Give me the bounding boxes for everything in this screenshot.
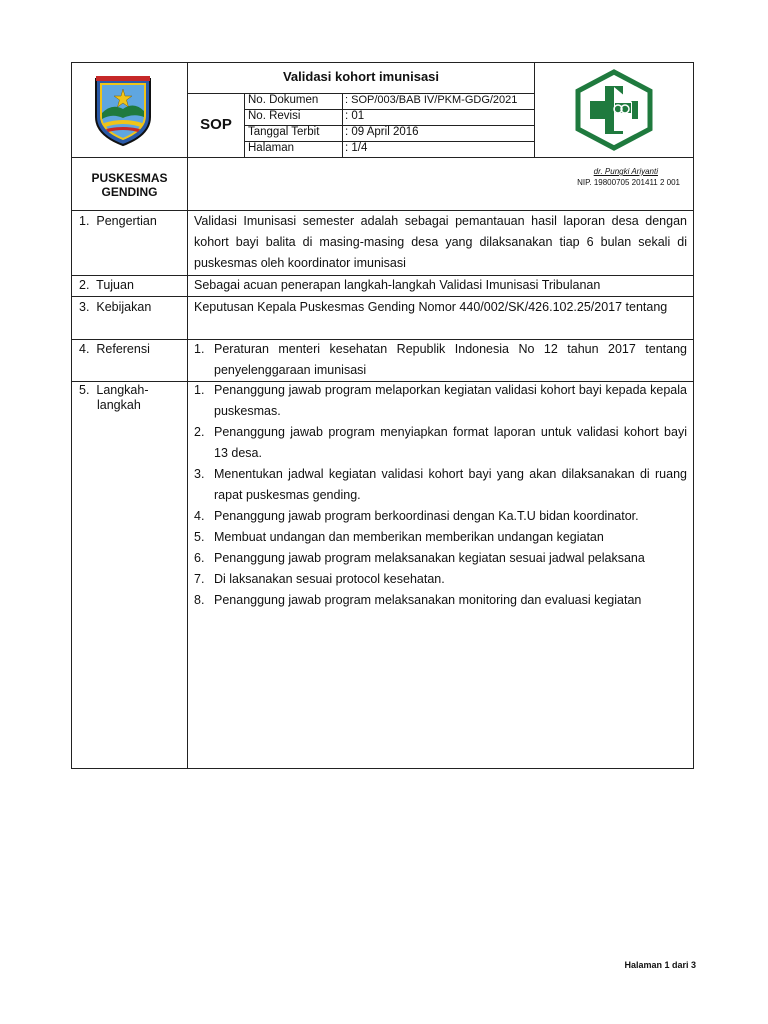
list-item: 1. Penanggung jawab program melaporkan kegiatan validasi kohort bayi kepada kepala puskesmas.	[194, 383, 687, 418]
list-item-text: Peraturan menteri kesehatan Republik Indonesia No 12 tahun 2017 tentang penyelenggaraan imunisasi	[214, 342, 687, 377]
list-item: 5. Membuat undangan dan memberikan memberikan undangan kegiatan	[194, 530, 604, 544]
list-item: 3. Menentukan jadwal kegiatan validasi kohort bayi yang akan dilaksanakan di ruang rapat puskesmas gending.	[194, 467, 687, 502]
list-item-text: Penanggung jawab program menyiapkan format laporan untuk validasi kohort bayi 13 desa.	[214, 425, 687, 460]
meta-label-document-number: No. Dokumen	[248, 94, 319, 106]
section-text-definition: Validasi Imunisasi semester adalah sebagai pemantauan hasil laporan desa dengan kohort bayi balita di masing-masing desa yang dilaksanakan tiap 6 bulan sekali di puskesmas oleh koordinator imunisasi	[194, 214, 687, 270]
list-item: 1. Peraturan menteri kesehatan Republik Indonesia No 12 tahun 2017 tentang penyelenggaraan imunisasi	[194, 342, 687, 377]
section-list-reference	[194, 339, 687, 381]
list-item: 8. Penanggung jawab program melaksanakan monitoring dan evaluasi kegiatan	[194, 593, 642, 607]
column-divider	[534, 62, 535, 158]
signer-name: dr. Pungki Ariyanti	[593, 167, 658, 176]
regional-crest-logo	[92, 73, 154, 147]
puskesmas-logo	[572, 69, 656, 151]
meta-value-issue-date: : 09 April 2016	[345, 126, 419, 138]
document-title: Validasi kohort imunisasi	[282, 69, 440, 84]
list-item-text: Menentukan jadwal kegiatan validasi kohort bayi yang akan dilaksanakan di ruang rapat puskesmas gending.	[214, 467, 687, 502]
section-label-definition: 1. Pengertian	[79, 214, 157, 228]
list-item: 6. Penanggung jawab program melaksanakan kegiatan sesuai jadwal pelaksana	[194, 551, 645, 565]
meta-label-revision: No. Revisi	[248, 110, 301, 122]
section-label-steps	[79, 381, 149, 413]
meta-label-issue-date: Tanggal Terbit	[248, 126, 320, 138]
organization-name-line2: GENDING	[101, 185, 158, 199]
page-footer: Halaman 1 dari 3	[624, 960, 696, 970]
section-label-policy: 3. Kebijakan	[79, 300, 152, 314]
section-text-purpose: Sebagai acuan penerapan langkah-langkah Validasi Imunisasi Tribulanan	[194, 278, 601, 292]
list-item-text: Penanggung jawab program berkoordinasi dengan Ka.T.U bidan koordinator.	[214, 509, 639, 523]
section-label-purpose: 2. Tujuan	[79, 278, 134, 292]
section-label-steps-line2: langkah	[97, 398, 141, 412]
list-item: 2. Penanggung jawab program menyiapkan format laporan untuk validasi kohort bayi 13 desa.	[194, 425, 687, 460]
organization-name	[72, 171, 187, 199]
organization-name-line1: PUSKESMAS	[91, 171, 168, 185]
column-divider	[187, 62, 188, 769]
list-item-text: Penanggung jawab program melaporkan kegiatan validasi kohort bayi kepada kepala puskesmas.	[214, 383, 687, 418]
list-item-text: Penanggung jawab program melaksanakan monitoring dan evaluasi kegiatan	[214, 593, 642, 607]
list-item-text: Membuat undangan dan memberikan memberikan undangan kegiatan	[214, 530, 604, 544]
meta-value-revision: : 01	[345, 110, 365, 122]
meta-value-document-number: : SOP/003/BAB IV/PKM-GDG/2021	[345, 94, 518, 106]
list-item-text: Penanggung jawab program melaksanakan kegiatan sesuai jadwal pelaksana	[214, 551, 645, 565]
list-item: 4. Penanggung jawab program berkoordinasi dengan Ka.T.U bidan koordinator.	[194, 509, 639, 523]
signer-nip: NIP. 19800705 201411 2 001	[577, 178, 680, 187]
section-text-policy: Keputusan Kepala Puskesmas Gending Nomor 440/002/SK/426.102.25/2017 tentang	[194, 300, 668, 314]
meta-value-page: : 1/4	[345, 142, 368, 154]
meta-label-page: Halaman	[248, 142, 295, 154]
list-item-text: Di laksanakan sesuai protocol kesehatan.	[214, 572, 445, 586]
row-divider	[71, 157, 694, 158]
section-label-reference: 4. Referensi	[79, 342, 150, 356]
sop-label: SOP	[200, 116, 232, 133]
list-item: 7. Di laksanakan sesuai protocol kesehatan.	[194, 572, 445, 586]
section-label-steps-line1: 5. Langkah-	[79, 383, 149, 397]
section-list-steps	[194, 380, 687, 611]
